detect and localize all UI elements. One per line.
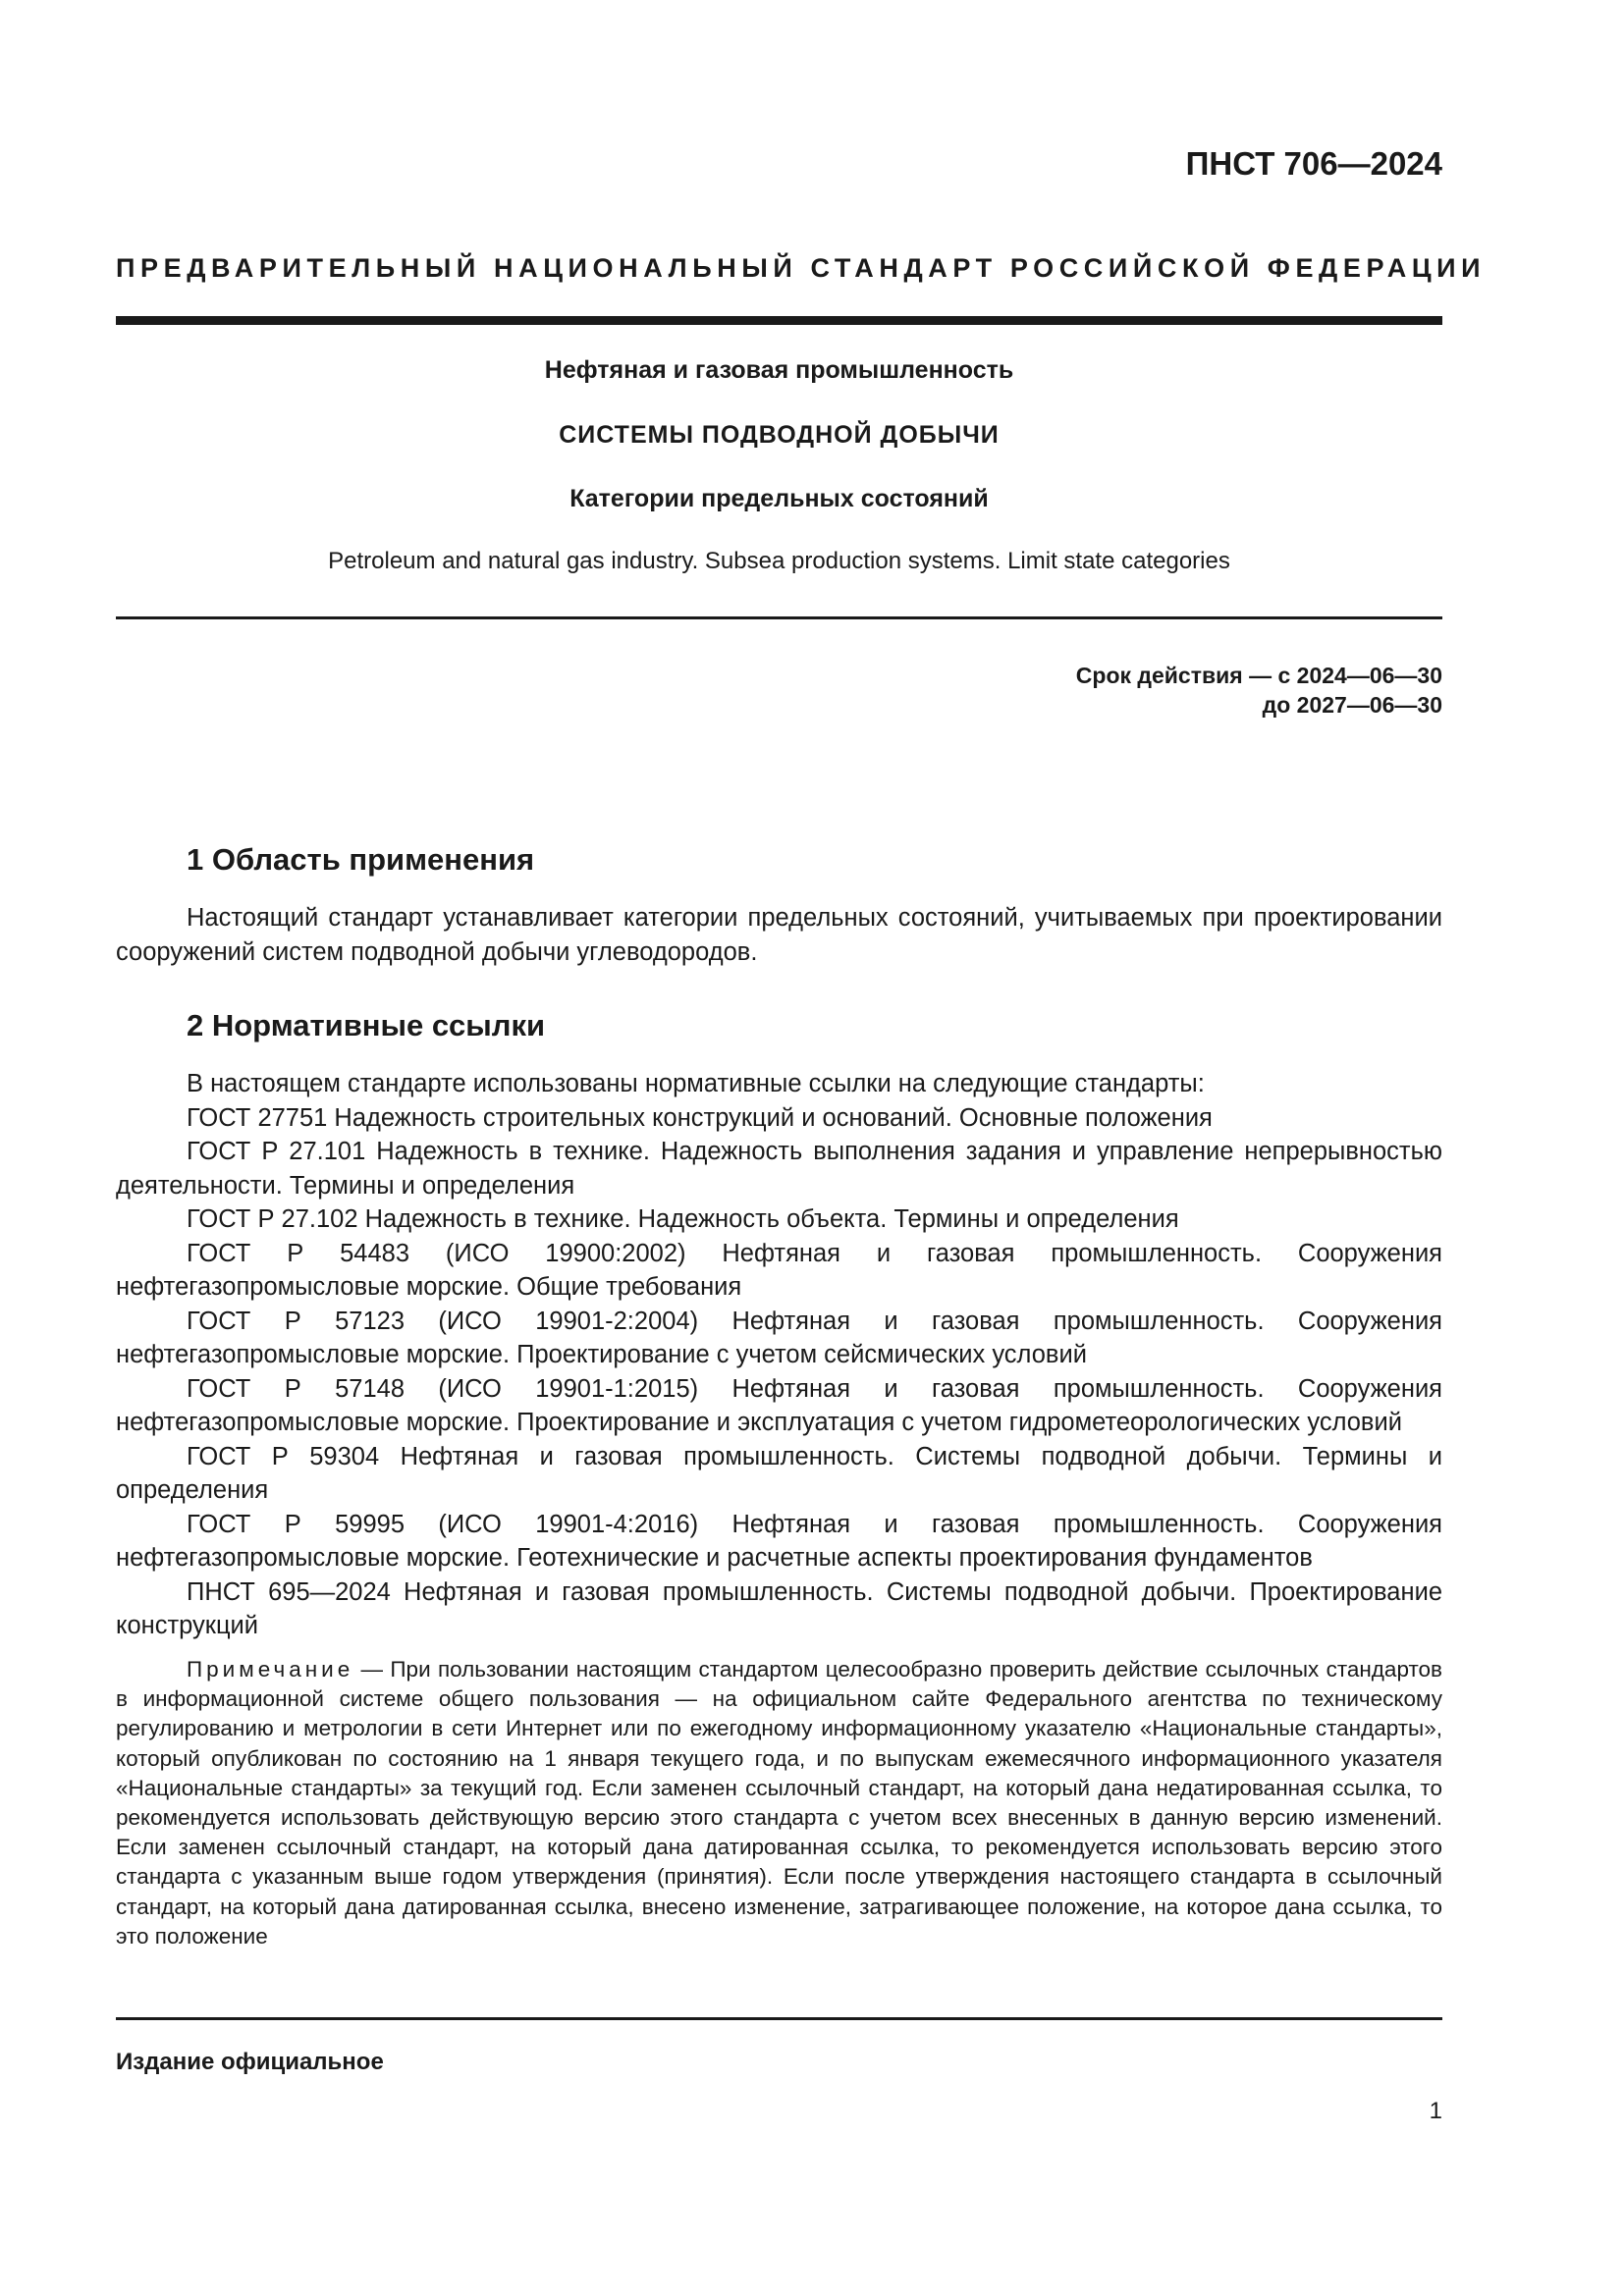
- reference-item: ГОСТ Р 27.102 Надежность в технике. Надежность объекта. Термины и определения: [187, 1205, 1179, 1233]
- document-number: ПНСТ 706—2024: [1185, 145, 1442, 182]
- footer-divider: [116, 2017, 1442, 2020]
- thick-divider: [116, 316, 1442, 325]
- section-2-heading: 2 Нормативные ссылки: [187, 1008, 546, 1042]
- reference-item: ПНСТ 695—2024 Нефтяная и газовая промышленность. Системы подводной добычи. Проектирование конструкций: [116, 1577, 1442, 1639]
- references-list: [116, 1067, 1442, 1643]
- page-number: 1: [1429, 2098, 1442, 2124]
- validity-from: Срок действия — с 2024—06—30: [1075, 663, 1442, 688]
- reference-item: ГОСТ Р 54483 (ИСО 19900:2002) Нефтяная и газовая промышленность. Сооружения нефтегазопромысловые морские. Общие требования: [116, 1239, 1442, 1301]
- note-text: — При пользовании настоящим стандартом целесообразно проверить действие ссылочных стандартов в информационной системе общего пользования — на официальном сайте Федерального агентства по техническому регулированию и метрологии в сети Интернет или по ежегодному информационному указателю «Национальные стандарты», который опубликован по состоянию на 1 января текущего года, и по выпускам ежемесячного информационного указателя «Национальные стандарты» за текущий год. Если заменен ссылочный стандарт, на который дана недатированная ссылка, то рекомендуется использовать действующую версию этого стандарта с учетом всех внесенных в данную версию изменений. Если заменен ссылочный стандарт, на который дана датированная ссылка, то рекомендуется использовать версию этого стандарта с указанным выше годом утверждения (принятия). Если после утверждения настоящего стандарта в ссылочный стандарт, на который дана датированная ссылка, внесено изменение, затрагивающее положение, на которое дана ссылка, то это положение: [116, 1657, 1442, 1949]
- note: [116, 1655, 1442, 1951]
- section-1-text: Настоящий стандарт устанавливает категории предельных состояний, учитываемых при проектировании сооружений систем подводной добычи углеводородов.: [116, 904, 1442, 966]
- reference-item: ГОСТ Р 57123 (ИСО 19901-2:2004) Нефтяная и газовая промышленность. Сооружения нефтегазопромысловые морские. Проектирование с учетом сейсмических условий: [116, 1307, 1442, 1368]
- reference-item: ГОСТ Р 59995 (ИСО 19901-4:2016) Нефтяная и газовая промышленность. Сооружения нефтегазопромысловые морские. Геотехнические и расчетные аспекты проектирования фундаментов: [116, 1510, 1442, 1572]
- reference-item: ГОСТ Р 27.101 Надежность в технике. Надежность выполнения задания и управление непрерывностью деятельности. Термины и определения: [116, 1138, 1442, 1200]
- english-title: Petroleum and natural gas industry. Subsea production systems. Limit state categories: [328, 548, 1230, 574]
- validity-to: до 2027—06—30: [1262, 692, 1442, 718]
- reference-item: ГОСТ Р 57148 (ИСО 19901-1:2015) Нефтяная и газовая промышленность. Сооружения нефтегазопромысловые морские. Проектирование и эксплуатация с учетом гидрометеорологических условий: [116, 1374, 1442, 1436]
- title-industry: Нефтяная и газовая промышленность: [544, 356, 1014, 384]
- references-intro: В настоящем стандарте использованы нормативные ссылки на следующие стандарты:: [187, 1070, 1205, 1097]
- reference-item: ГОСТ Р 59304 Нефтяная и газовая промышленность. Системы подводной добычи. Термины и определения: [116, 1442, 1442, 1504]
- edition-label: Издание официальное: [116, 2049, 384, 2075]
- note-label: Примечание: [187, 1657, 354, 1682]
- title-main: СИСТЕМЫ ПОДВОДНОЙ ДОБЫЧИ: [559, 421, 1000, 449]
- header-title: ПРЕДВАРИТЕЛЬНЫЙ НАЦИОНАЛЬНЫЙ СТАНДАРТ РОССИЙСКОЙ ФЕДЕРАЦИИ: [116, 253, 1487, 283]
- divider: [116, 616, 1442, 619]
- section-1-heading: 1 Область применения: [187, 842, 535, 877]
- title-subtitle: Категории предельных состояний: [569, 485, 989, 512]
- reference-item: ГОСТ 27751 Надежность строительных конструкций и оснований. Основные положения: [187, 1103, 1213, 1132]
